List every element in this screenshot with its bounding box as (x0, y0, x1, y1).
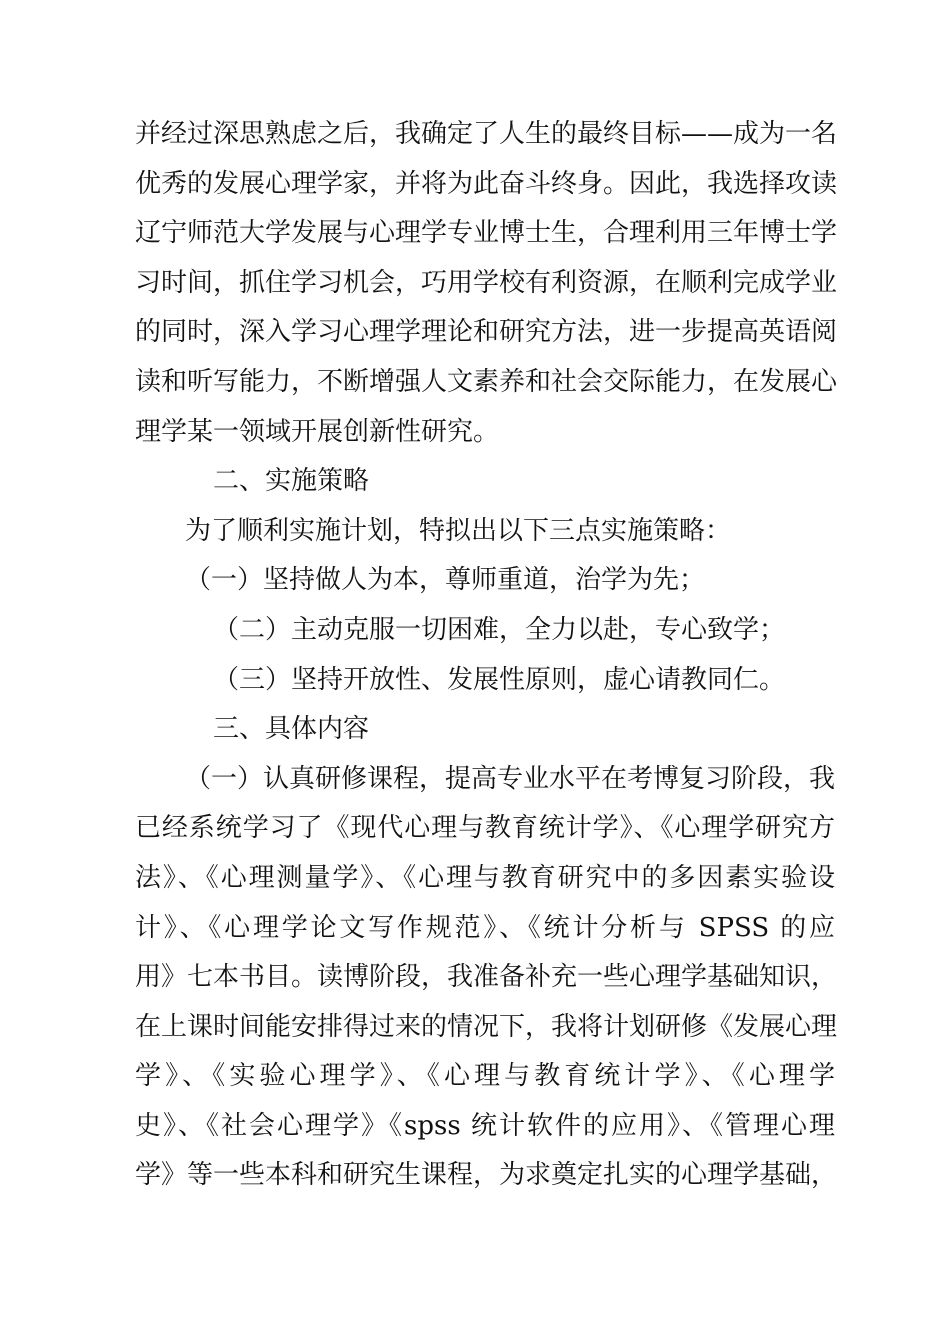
list-item: （三）坚持开放性、发展性原则，虚心请教同仁。 (213, 664, 786, 695)
list-item: （一）坚持做人为本，尊师重道，治学为先； (185, 565, 706, 596)
body-line: 学》等一些本科和研究生课程，为求奠定扎实的心理学基础， (135, 1160, 838, 1191)
body-line: 史》、《社会心理学》《spss 统计软件的应用》、《管理心理 (135, 1110, 835, 1141)
document-body (135, 110, 838, 1201)
body-line: 并经过深思熟虑之后，我确定了人生的最终目标——成为一名 (135, 119, 838, 149)
list-item: （二）主动克服一切困难，全力以赴，专心致学； (213, 614, 786, 645)
body-line: 学》、《实验心理学》、《心理与教育统计学》、《心理学 (135, 1061, 835, 1092)
paragraph-line: 为了顺利实施计划，特拟出以下三点实施策略： (185, 515, 732, 546)
section-heading: 二、实施策略 (213, 466, 370, 497)
body-line: 已经系统学习了《现代心理与教育统计学》、《心理学研究方 (135, 813, 835, 844)
body-line: 优秀的发展心理学家，并将为此奋斗终身。因此，我选择攻读 (135, 168, 838, 199)
body-line: 习时间，抓住学习机会，巧用学校有利资源，在顺利完成学业 (135, 267, 838, 298)
body-line: 法》、《心理测量学》、《心理与教育研究中的多因素实验设 (135, 862, 835, 893)
body-line: 辽宁师范大学发展与心理学专业博士生，合理利用三年博士学 (135, 218, 838, 249)
paragraph-line: （一）认真研修课程，提高专业水平在考博复习阶段，我 (185, 763, 836, 794)
body-line: 读和听写能力，不断增强人文素养和社会交际能力，在发展心 (135, 366, 838, 397)
section-heading: 三、具体内容 (213, 714, 370, 745)
body-line: 在上课时间能安排得过来的情况下，我将计划研修《发展心理 (135, 1011, 838, 1042)
body-line: 计》、《心理学论文写作规范》、《统计分析与 SPSS 的应 (135, 912, 835, 943)
body-line: 用》七本书目。读博阶段，我准备补充一些心理学基础知识， (135, 962, 838, 993)
body-line: 的同时，深入学习心理学理论和研究方法，进一步提高英语阅 (135, 317, 838, 348)
body-line: 理学某一领域开展创新性研究。 (135, 416, 500, 447)
